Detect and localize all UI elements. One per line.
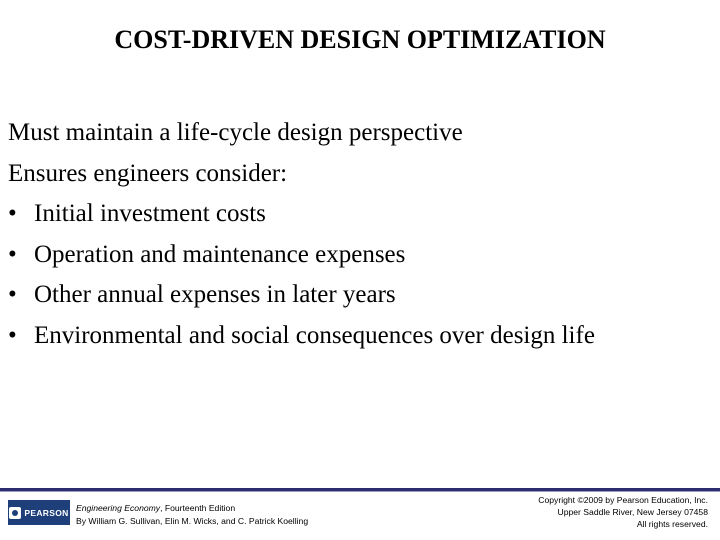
book-authors: By William G. Sullivan, Elin M. Wicks, and C. Patrick Koelling	[76, 515, 309, 526]
slide-body	[8, 113, 708, 356]
bullet-item	[8, 194, 708, 235]
footer-divider-shadow	[0, 491, 720, 492]
book-citation	[76, 502, 376, 527]
pearson-logo	[8, 500, 70, 525]
body-line-lifecycle: Must maintain a life-cycle design perspective	[8, 119, 463, 146]
copyright-notice	[448, 494, 708, 530]
book-title-line	[76, 502, 376, 515]
copyright-rights: All rights reserved.	[636, 519, 708, 529]
bullet-item	[8, 235, 708, 276]
slide-title: COST-DRIVEN DESIGN OPTIMIZATION	[114, 25, 606, 54]
bullet-dot-icon: •	[8, 281, 17, 308]
bullet-item	[8, 275, 708, 316]
copyright-line: Copyright ©2009 by Pearson Education, Inc.	[538, 495, 708, 505]
bullet-item	[8, 316, 708, 357]
bullet-dot-icon: •	[8, 240, 17, 268]
pearson-mark-icon	[9, 507, 21, 519]
book-title: Engineering Economy	[76, 503, 161, 513]
bullet-dot-icon: •	[8, 321, 17, 349]
logo-text: PEARSON	[24, 507, 69, 518]
book-edition: , Fourteenth Edition	[160, 503, 236, 513]
bullet-text: Other annual expenses in later years	[34, 281, 396, 308]
bullet-text: Operation and maintenance expenses	[34, 240, 406, 268]
bullet-text: Environmental and social consequences over design life	[34, 321, 595, 349]
body-line-consider: Ensures engineers consider:	[8, 159, 288, 187]
bullet-dot-icon: •	[8, 200, 17, 227]
copyright-address: Upper Saddle River, New Jersey 07458	[557, 507, 708, 517]
bullet-text: Initial investment costs	[34, 200, 266, 227]
